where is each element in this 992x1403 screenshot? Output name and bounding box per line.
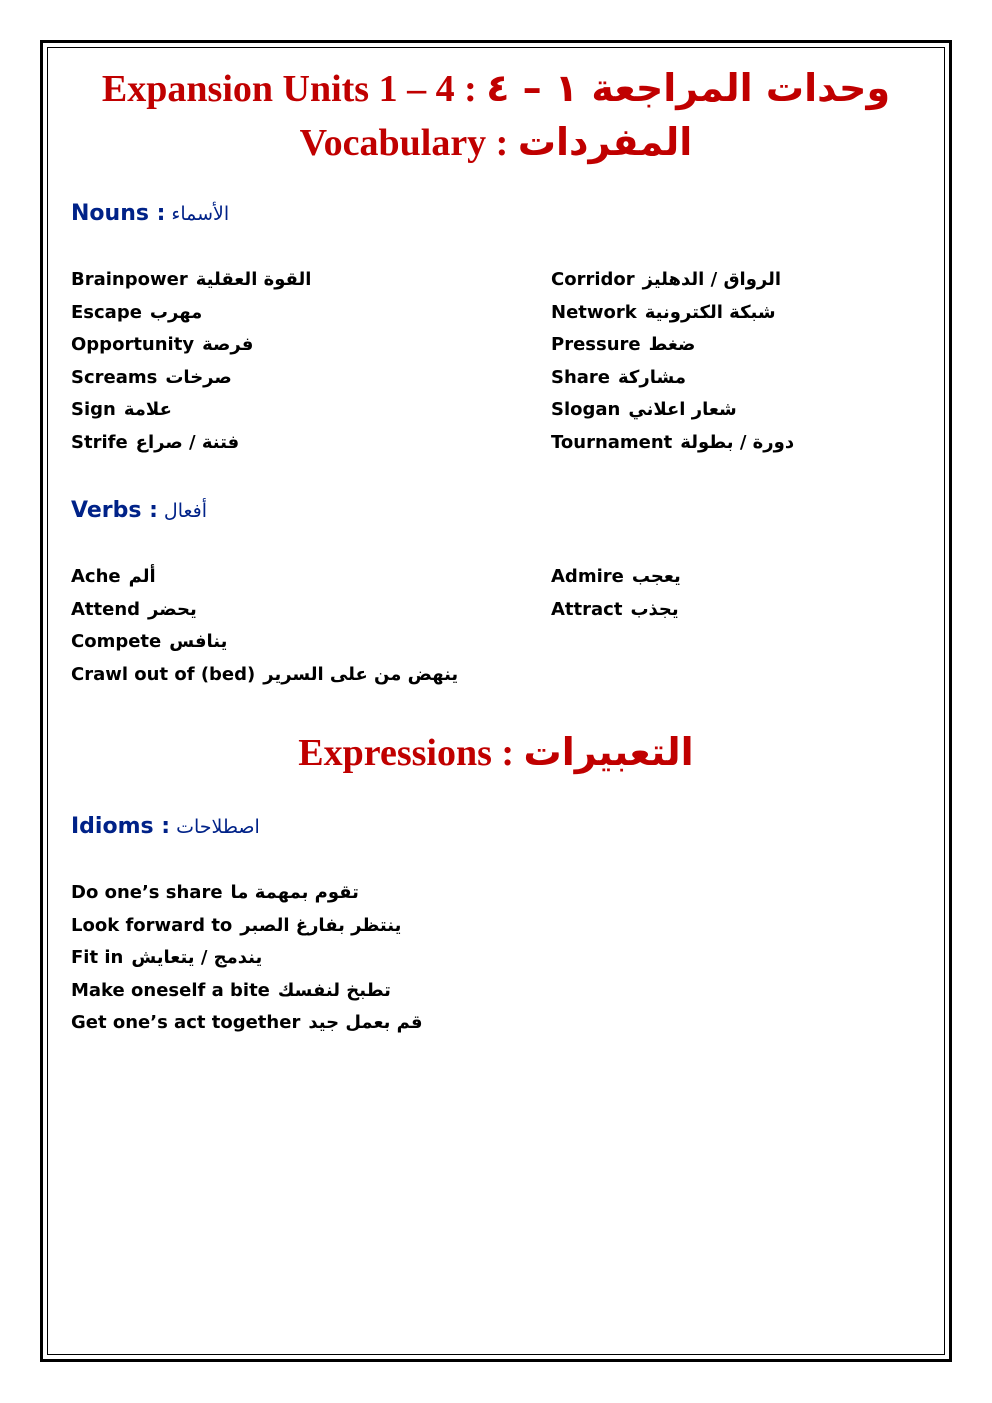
nouns-left-list [71,264,311,459]
noun-entry [551,329,794,362]
verb-entry [71,626,458,659]
noun-entry [71,264,311,297]
main-title-en: Expansion Units 1 – 4 : [101,68,477,110]
idiom-entry-ar: يندمج / يتعايش [131,947,263,968]
noun-entry-en: Sign [71,399,116,420]
verb-entry-ar: ينهض من على السرير [263,663,459,685]
verb-entry-en: Ache [71,566,121,587]
noun-entry [551,394,794,427]
idiom-entry-en: Make oneself a bite [71,979,270,1001]
vocabulary-title-en: Vocabulary : [299,122,509,164]
nouns-heading-ar: الأسماء [171,203,230,225]
idiom-entry [71,877,423,910]
noun-entry-en: Escape [71,301,142,323]
noun-entry [551,264,794,297]
vocabulary-title-ar: المفردات [517,120,693,164]
expressions-title-en: Expressions : [298,732,515,774]
verb-entry-en: Attend [71,598,141,620]
noun-entry-en: Screams [71,366,158,388]
noun-entry [71,427,311,460]
expressions-title-ar: التعبيرات [523,730,694,774]
noun-entry-ar: علامة [123,399,172,420]
noun-entry [551,362,794,395]
nouns-right-list [551,264,794,459]
verb-entry-en: Admire [551,566,624,587]
noun-entry-en: Slogan [551,399,621,420]
idiom-entry-en: Look forward to [71,914,233,936]
verb-entry [71,561,458,594]
noun-entry [551,427,794,460]
main-title-ar: وحدات المراجعة ١ – ٤ [486,66,891,110]
verbs-heading [71,497,207,525]
idiom-entry-ar: تقوم بمهمة ما [230,882,359,903]
verb-entry [551,594,681,627]
noun-entry-en: Pressure [551,334,641,355]
idiom-entry [71,942,423,975]
noun-entry-ar: فرصة [202,334,254,355]
noun-entry-ar: فتنة / صراع [135,431,240,453]
verb-entry-ar: يحضر [148,598,197,620]
noun-entry [71,394,311,427]
noun-entry-ar: الرواق / الدهليز [642,269,782,290]
idiom-entry-ar: قم بعمل جيد [308,1012,423,1033]
noun-entry-ar: القوة العقلية [195,269,312,290]
idiom-entry-en: Fit in [71,947,124,968]
noun-entry [551,297,794,330]
idiom-entry [71,975,423,1008]
verb-entry-ar: يعجب [631,566,681,587]
idiom-entry-ar: ينتظر بفارغ الصبر [240,914,402,936]
noun-entry-ar: دورة / بطولة [680,431,795,453]
noun-entry-ar: صرخات [165,366,232,388]
noun-entry-ar: مشاركة [618,366,686,388]
verb-entry-en: Attract [551,598,623,620]
expressions-title [48,730,944,775]
noun-entry-ar: ضغط [648,334,696,355]
page-border-inner [47,47,945,1355]
verb-entry [551,561,681,594]
vocabulary-title [48,120,944,165]
nouns-heading [71,200,229,228]
idiom-entry [71,1007,423,1040]
noun-entry-ar: مهرب [149,301,203,323]
verb-entry-ar: ينافس [169,631,228,652]
noun-entry-en: Brainpower [71,269,188,290]
verb-entry-en: Crawl out of (bed) [71,663,256,685]
noun-entry-en: Share [551,366,611,388]
idioms-heading [71,813,260,841]
idiom-entry [71,910,423,943]
noun-entry-en: Network [551,301,637,323]
idiom-entry-en: Get one’s act together [71,1012,301,1033]
idioms-heading-en: Idioms : [71,814,171,839]
verb-entry [71,659,458,692]
verbs-right-list [551,561,681,626]
noun-entry-en: Strife [71,431,128,453]
noun-entry-ar: شعار اعلاني [628,399,737,420]
verb-entry [71,594,458,627]
noun-entry [71,297,311,330]
noun-entry [71,329,311,362]
noun-entry-en: Tournament [551,431,673,453]
verbs-left-list [71,561,458,691]
nouns-heading-en: Nouns : [71,201,166,226]
verb-entry-en: Compete [71,631,162,652]
verbs-heading-ar: أفعال [163,500,208,522]
idioms-heading-ar: اصطلاحات [176,816,260,838]
verb-entry-ar: ألم [128,566,156,587]
main-title [48,66,944,111]
idioms-list [71,877,423,1040]
noun-entry-en: Opportunity [71,334,195,355]
verbs-heading-en: Verbs : [71,498,158,523]
verb-entry-ar: يجذب [630,598,679,620]
idiom-entry-ar: تطبخ لنفسك [277,979,391,1001]
noun-entry-ar: شبكة الكترونية [644,301,776,323]
noun-entry [71,362,311,395]
idiom-entry-en: Do one’s share [71,882,223,903]
noun-entry-en: Corridor [551,269,635,290]
